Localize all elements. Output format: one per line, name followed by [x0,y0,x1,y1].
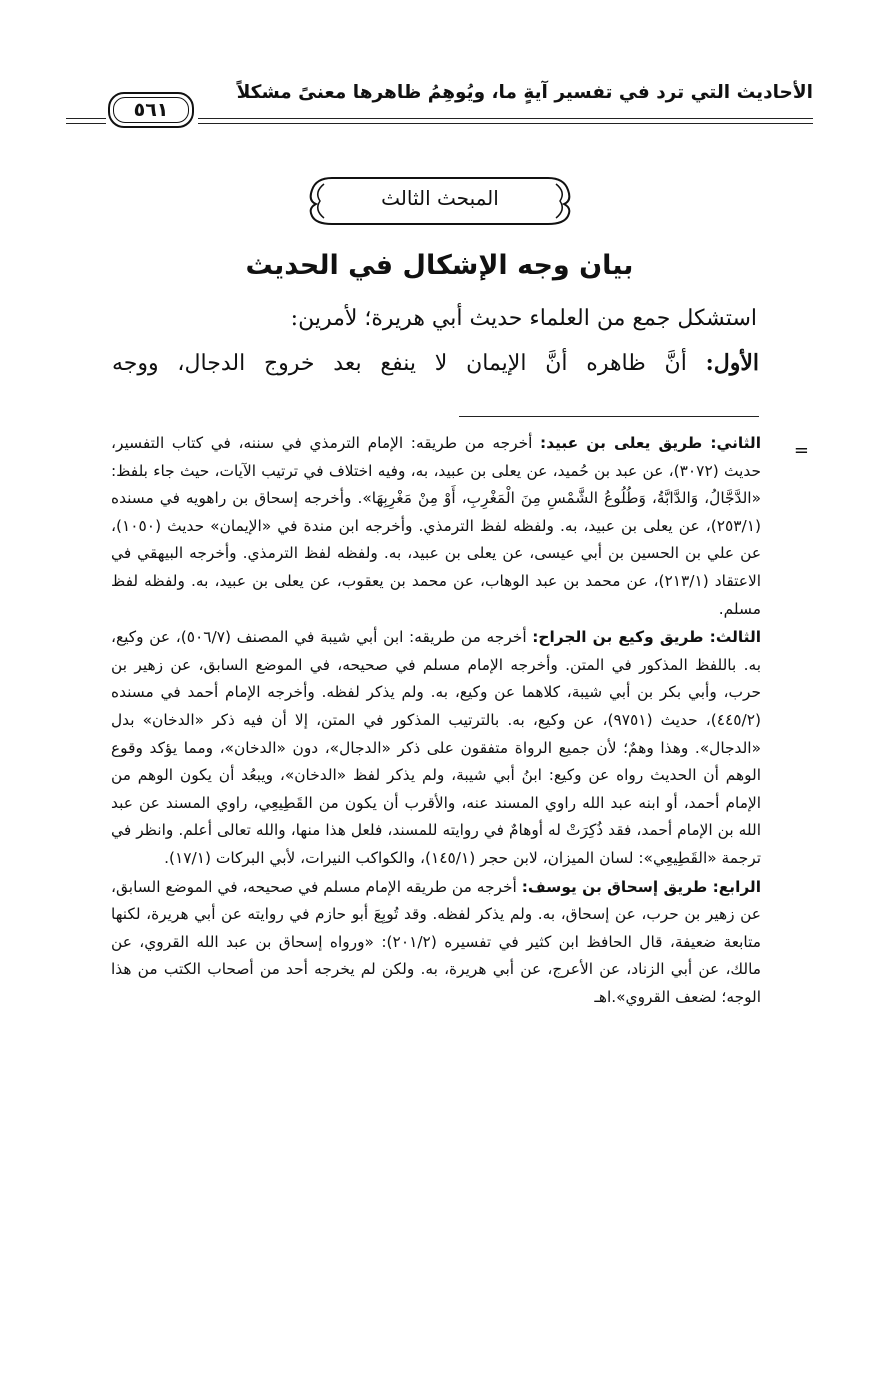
footnote-lead: الثالث: طريق وكيع بن الجراح: [532,628,762,647]
first-point-text: أنَّ ظاهره أنَّ الإيمان لا ينفع بعد خروج الدجال، ووجه [112,351,706,376]
footnote-text: أخرجه من طريقه: ابن أبي شيبة في المصنف (٥٠٦/٧)، عن وكيع، به. باللفظ المذكور في المتن. وأخرجه الإمام مسلم في صحيحه، في الموضع السابق، عن زهير بن حرب، وأبي بكر بن أبي شيبة، كلاهما عن وكيع، به. ولم يذكر لفظه. وأخرجه الإمام أحمد في مسنده (٤٤٥/٢)، حديث (٩٧٥١)، عن وكيع، به. بالترتيب المذكور في المتن، إلا أن فيه ذكر «الدخان» بدل «الدجال». وهذا وهمٌ؛ لأن جميع الرواة متفقون على ذكر «الدجال»، دون «الدخان»، ومما يؤكد وقوع الوهم أن الحديث رواه عن وكيع: ابنُ أبي شيبة، ولم يذكر لفظ «الدخان»، ويبعُد أن يكون الوهم من الإمام أحمد، أو ابنه عبد الله راوي المسند عنه، والأقرب أن يكون من القَطِيعِي، راوي المسند عن عبد الله بن الإمام أحمد، فقد ذُكِرَتْ له أوهامٌ في روايته للمسند، فلعل هذا منها، والله تعالى أعلم. وانظر في ترجمة «القَطِيعِي»: لسان الميزان، لابن حجر (١٤٥/١)، والكواكب النيرات، لأبي البركات (١٧/١). [111,628,762,867]
section-label: المبحث الثالث [381,186,499,210]
footnote-separator [459,416,759,417]
footnote-lead: الثاني: طريق يعلى بن عبيد: [540,434,761,452]
running-header-title: الأحاديث التي ترد في تفسير آيةٍ ما، ويُوهِمُ ظاهرها معنىً مشكلاً [236,82,813,103]
section-heading: بيان وجه الإشكال في الحديث [245,250,634,281]
body-intro-line [110,306,757,331]
footnote-paragraph [111,430,761,623]
header-rule-left-lower [66,123,106,124]
body-first-point-line [112,350,759,376]
first-point-lead: الأول: [705,350,759,376]
page-number-badge [108,92,194,128]
footnote-text: أخرجه من طريقه الإمام مسلم في صحيحه، في الموضع السابق، عن زهير بن حرب، عن إسحاق، به. ولم يذكر لفظه. وقد تُوبِعَ أبو حازم في روايته عن أبي هريرة، لكنها متابعة ضعيفة، قال الحافظ ابن كثير في تفسيره (٢٠١/٢): «ورواه إسحاق بن عبد الله القروي، عن مالك، عن أبي الزناد، عن الأعرج، عن أبي هريرة، به. ولكن لم يخرجه أحد من أصحاب الكتب من هذا الوجه؛ لضعف القروي».اهـ [111,877,761,1006]
intro-text: استشكل جمع من العلماء حديث أبي هريرة؛ لأمرين: [290,306,757,331]
header-rule-right [198,118,813,119]
section-label-frame [302,172,578,230]
header-rule-left [66,118,106,119]
header-rule-right-lower [198,123,813,124]
footnote-paragraph [111,874,761,1012]
page-number: ٥٦١ [113,97,189,123]
footnote-text: أخرجه من طريقه: الإمام الترمذي في سننه، في كتاب التفسير، حديث (٣٠٧٢)، عن عبد بن حُميد، عن يعلى بن عبيد، به، وفيه اختلاف في ترتيب الآيات، حيث جاء بلفظ: «الدَّجَّالُ، وَالدَّابَّةُ، وَطُلُوعُ الشَّمْسِ مِنَ الْمَغْرِبِ، أَوْ مِنْ مَغْرِبِهَا». وأخرجه إسحاق بن راهويه في مسنده (٢٥٣/١)، عن يعلى بن عبيد، به. ولفظه لفظ الترمذي. وأخرجه ابن مندة في «الإيمان» حديث (١٠٥٠)، عن علي بن الحسين بن أبي عيسى، عن يعلى بن عبيد، به. ولفظه لفظ الترمذي. وأخرجه البيهقي في الاعتقاد (٢١٣/١)، عن محمد بن عبد الوهاب، عن محمد بن يعقوب، عن يعلى بن عبيد، به. ولفظه لفظ مسلم. [111,434,761,618]
footnote-paragraph [111,624,761,872]
continuation-marker: = [793,440,809,461]
footnote-lead: الرابع: طريق إسحاق بن يوسف: [521,877,761,896]
footnotes-block [111,430,761,1012]
